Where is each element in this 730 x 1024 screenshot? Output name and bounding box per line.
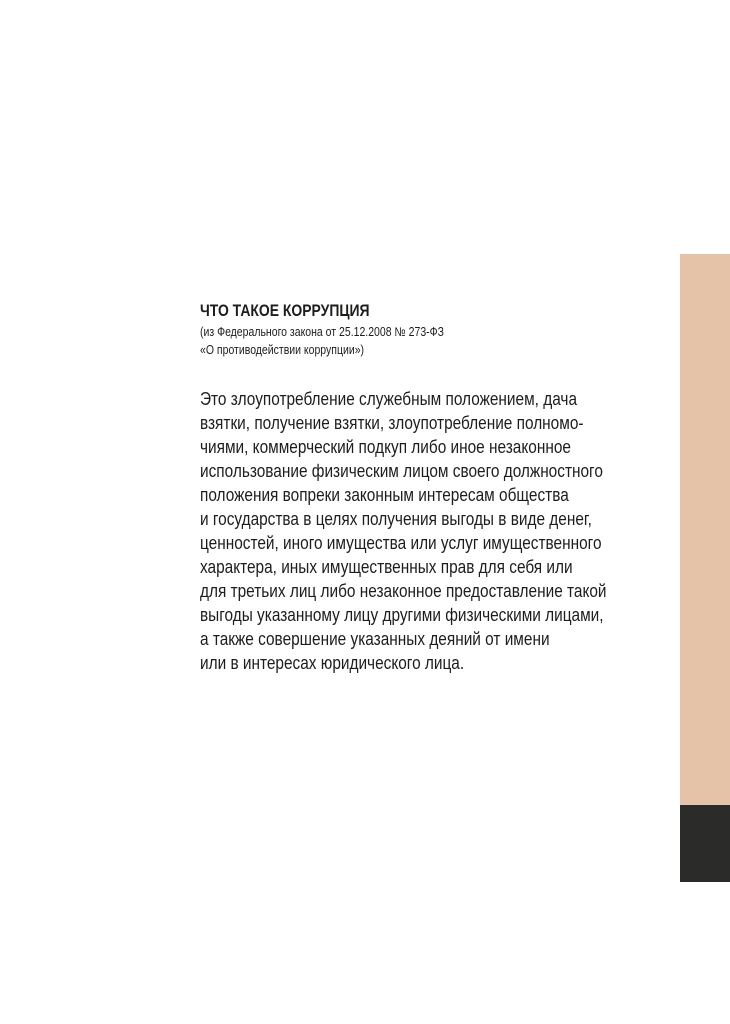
- definition-text: [200, 387, 660, 675]
- text-line: выгоды указанному лицу другими физическими лицами,: [200, 605, 604, 625]
- text-line: взятки, получение взятки, злоупотребление полномо-: [200, 413, 584, 433]
- source-line: (из Федерального закона от 25.12.2008 № 273-ФЗ: [200, 325, 445, 339]
- text-line: а также совершение указанных деяний от имени: [200, 629, 550, 649]
- text-line: Это злоупотребление служебным положением, дача: [200, 389, 578, 409]
- source-line: «О противодействии коррупции»): [200, 343, 365, 357]
- text-line: положения вопреки законным интересам общества: [200, 485, 569, 505]
- article: [200, 300, 660, 675]
- text-line: и государства в целях получения выгоды в виде денег,: [200, 509, 592, 529]
- text-line: для третьих лиц либо незаконное предоставление такой: [200, 581, 607, 601]
- source-reference: [200, 323, 660, 359]
- page-title: ЧТО ТАКОЕ КОРРУПЦИЯ: [200, 301, 370, 320]
- side-strip-dark: [680, 805, 730, 882]
- side-strip-beige: [680, 254, 730, 805]
- text-line: ценностей, иного имущества или услуг имущественного: [200, 533, 602, 553]
- text-line: характера, иных имущественных прав для себя или: [200, 557, 573, 577]
- text-line: чиями, коммерческий подкуп либо иное незаконное: [200, 437, 571, 457]
- text-line: или в интересах юридического лица.: [200, 653, 465, 673]
- text-line: использование физическим лицом своего должностного: [200, 461, 603, 481]
